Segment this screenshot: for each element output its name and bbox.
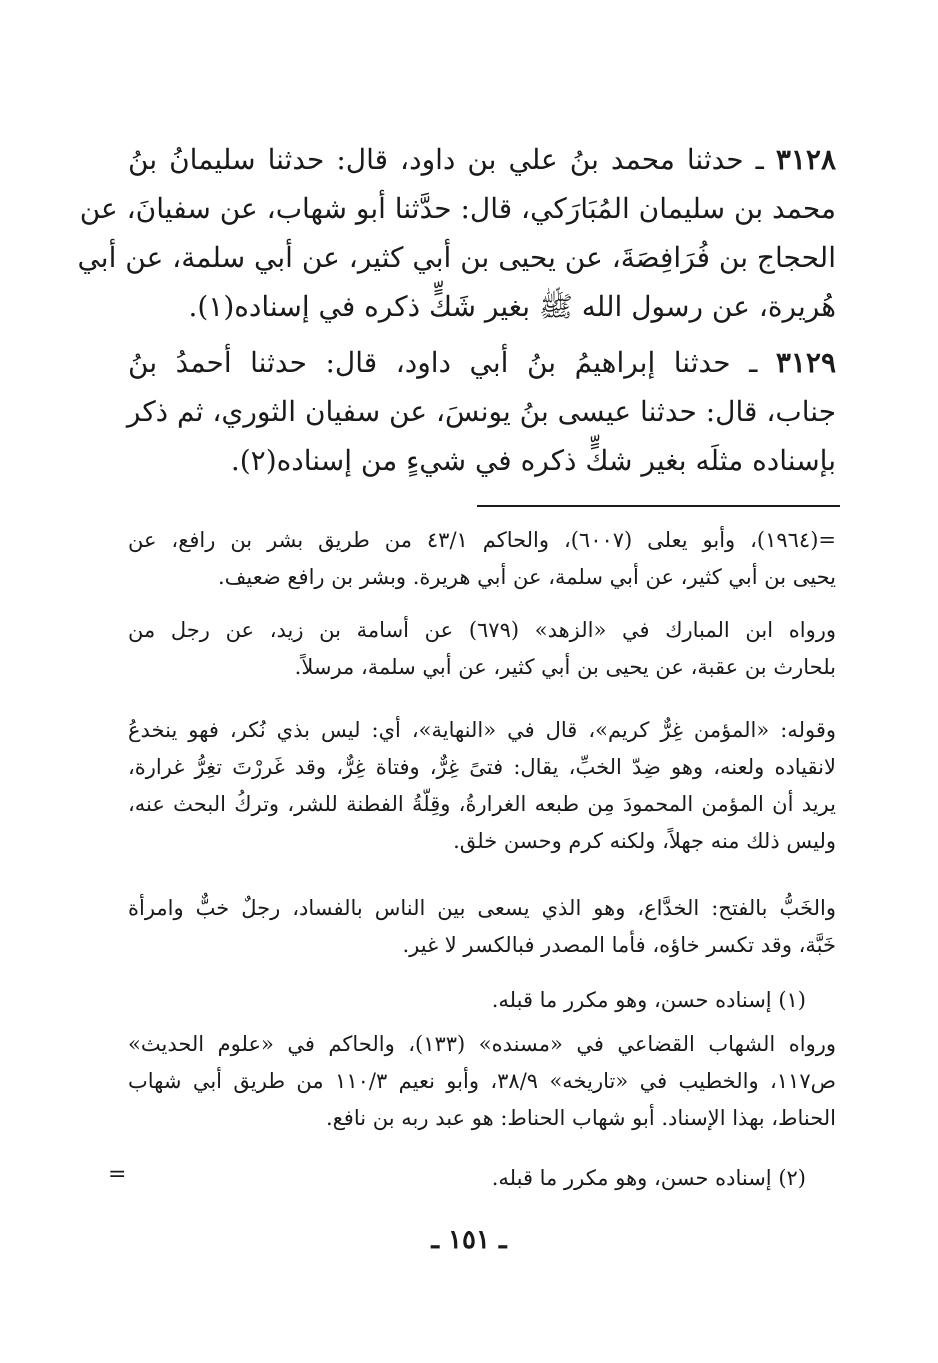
hadith-3129-line-3: بإسناده مثلَه بغير شكٍّ ذكره في شيءٍ من إسناده(٢). (230, 444, 836, 477)
footnote-line: وقوله: «المؤمن غِرٌّ كريم»، قال في «النهاية»، أي: ليس بذي نُكر، فهو ينخدعُ (128, 718, 836, 742)
footnote-line: بلحارث بن عقبة، عن يحيى بن أبي كثير، عن أبي سلمة، مرسلاً. (294, 655, 836, 679)
page-number: ـ ١٥١ ـ (431, 1225, 507, 1255)
footnote-1 (128, 982, 836, 1019)
footnote-line: والخَبُّ بالفتح: الخدَّاع، وهو الذي يسعى بين الناس بالفساد، رجلٌ خبٌّ وامرأة (128, 896, 836, 920)
hadith-3128-line-3: الحجاج بن فُرَافِصَةَ، عن يحيى بن أبي كثير، عن أبي سلمة، عن أبي (77, 241, 836, 274)
footnote-line: (١) إسناده حسن، وهو مكرر ما قبله. (491, 988, 806, 1012)
footnote-line: =(١٩٦٤)، وأبو يعلى (٦٠٠٧)، والحاكم ٤٣/١ من طريق بشر بن رافع، عن (128, 528, 836, 552)
footnote-line: ص١١٧، والخطيب في «تاريخه» ٣٨/٩، وأبو نعيم ١١٠/٣ من طريق أبي شهاب (128, 1069, 836, 1093)
footnote-line: ورواه ابن المبارك في «الزهد» (٦٧٩) عن أسامة بن زيد، عن رجل من (128, 618, 836, 642)
footnote-separator (477, 505, 840, 507)
hadith-3128-line-4: هُريرة، عن رسول الله ﷺ بغير شَكٍّ ذكره في إسناده(١). (188, 290, 836, 323)
footnote-line: يحيى بن أبي كثير، عن أبي سلمة، عن أبي هريرة. وبشر بن رافع ضعيف. (217, 565, 836, 589)
footnote-line: وليس ذلك منه جهلاً، ولكنه كرم وحسن خلق. (453, 829, 836, 853)
footnote-line: ورواه الشهاب القضاعي في «مسنده» (١٣٣)، والحاكم في «علوم الحديث» (128, 1032, 836, 1056)
footnote-explanation-khabb (128, 890, 836, 964)
footnote-continuation (128, 522, 836, 596)
continuation-mark: = (108, 1162, 127, 1187)
footnote-line: خَبَّة، وقد تكسر خاؤه، فأما المصدر فبالكسر لا غير. (402, 933, 836, 957)
footnote-line: (٢) إسناده حسن، وهو مكرر ما قبله. (491, 1166, 806, 1190)
hadith-3129 (128, 338, 836, 485)
footnote-line: الحناط، بهذا الإسناد. أبو شهاب الحناط: هو عبد ربه بن نافع. (325, 1106, 836, 1130)
hadith-number: ٣١٢٨ (775, 143, 836, 176)
footnote-explanation-gharr (128, 712, 836, 860)
hadith-3129-line-2: جناب، قال: حدثنا عيسى بنُ يونسَ، عن سفيان الثوري، ثم ذكر (126, 395, 836, 428)
footnote-line: لانقياده ولعنه، وهو ضِدّ الخبِّ، يقال: فتىً غِرٌّ، وفتاة غِرٌّ، وقد غَررْتَ تغِرُّ غرارة، (128, 755, 836, 779)
hadith-3128-line-2: محمد بن سليمان المُبَارَكي، قال: حدَّثنا أبو شهاب، عن سفيانَ، عن (79, 192, 836, 225)
footnote-2 (128, 1160, 836, 1197)
hadith-number: ٣١٢٩ (775, 346, 836, 379)
footnote-ibn-mubarak (128, 612, 836, 686)
hadith-3128-line-1: ٣١٢٨ ـ حدثنا محمد بنُ علي بن داود، قال: حدثنا سليمانُ بنُ (128, 143, 836, 176)
footnote-1-sources (128, 1026, 836, 1137)
hadith-3128 (77, 135, 836, 331)
hadith-3129-line-1: ٣١٢٩ ـ حدثنا إبراهيمُ بنُ أبي داود، قال: حدثنا أحمدُ بنُ (128, 346, 836, 379)
footnote-line: يريد أن المؤمن المحمودَ مِن طبعه الغرارةُ، وقِلّةُ الفطنة للشر، وتركُ البحث عنه، (128, 792, 836, 816)
